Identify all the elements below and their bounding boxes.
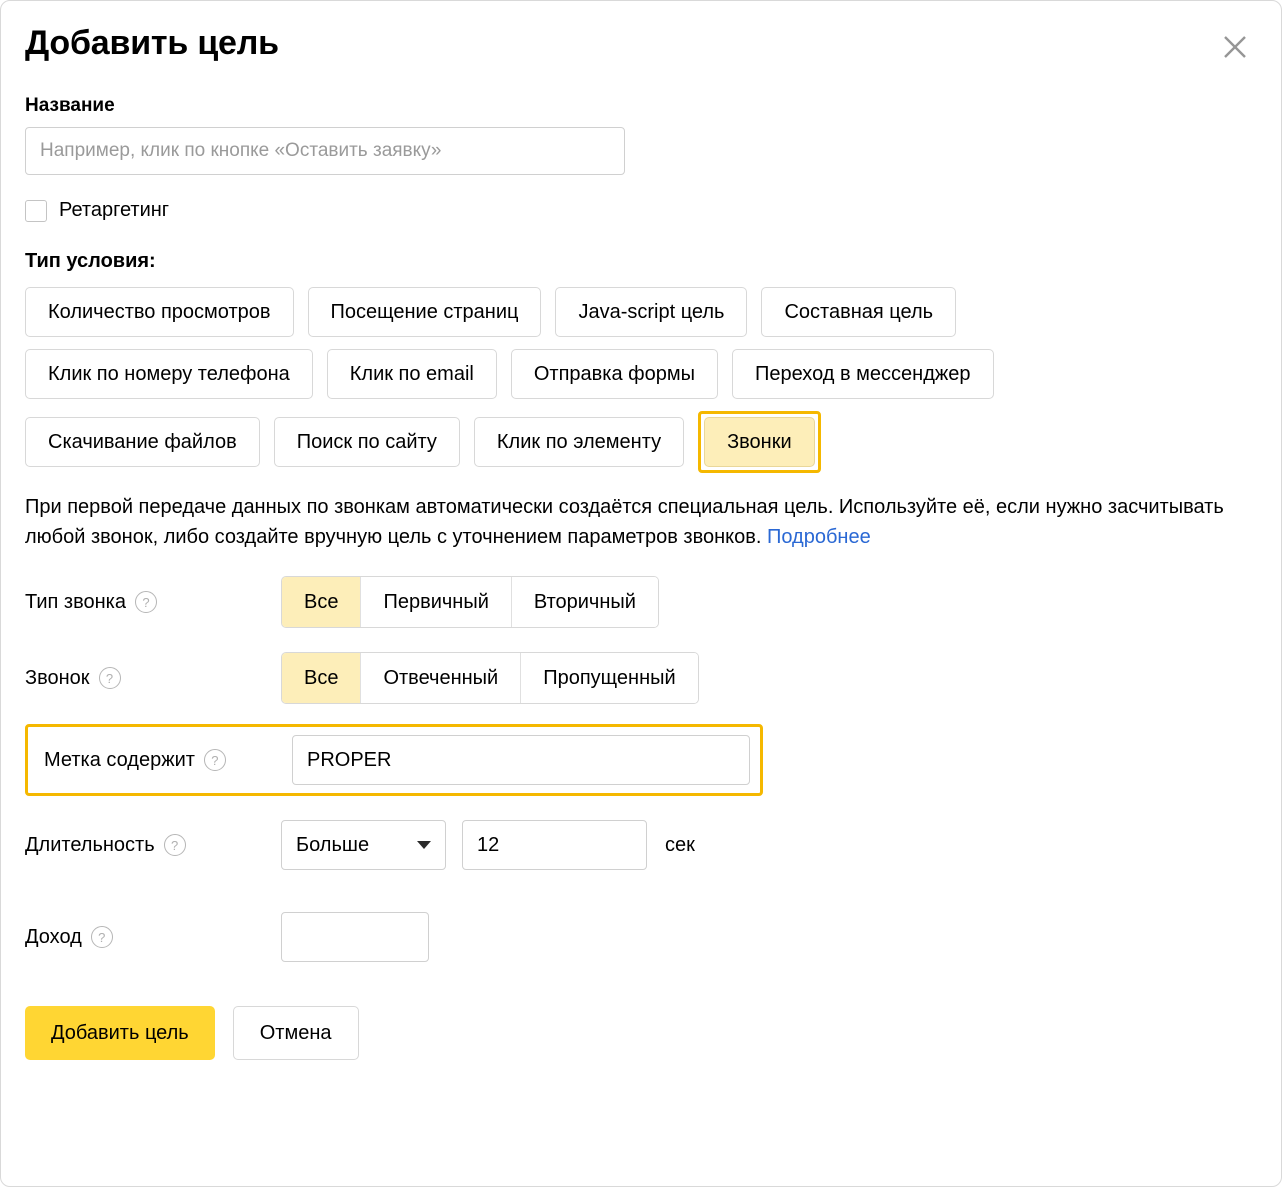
- call-type-row: [25, 576, 1257, 628]
- condition-chip-site-search[interactable]: Поиск по сайту: [274, 417, 460, 467]
- condition-chip-views[interactable]: Количество просмотров: [25, 287, 294, 337]
- help-icon[interactable]: ?: [135, 591, 157, 613]
- goal-name-input[interactable]: [25, 127, 625, 175]
- help-icon[interactable]: ?: [91, 926, 113, 948]
- call-type-option-all[interactable]: Все: [282, 577, 361, 627]
- condition-chip-calls[interactable]: Звонки: [704, 417, 815, 467]
- duration-value-input[interactable]: [462, 820, 647, 870]
- label-contains-label: Метка содержит: [44, 748, 195, 771]
- duration-unit-label: сек: [665, 833, 695, 856]
- call-status-row: [25, 652, 1257, 704]
- duration-comparator-value: Больше: [296, 833, 370, 856]
- label-contains-input[interactable]: [292, 735, 750, 785]
- condition-chip-messenger[interactable]: Переход в мессенджер: [732, 349, 994, 399]
- condition-chip-email-click[interactable]: Клик по email: [327, 349, 497, 399]
- condition-chip-file-download[interactable]: Скачивание файлов: [25, 417, 260, 467]
- help-icon[interactable]: ?: [204, 749, 226, 771]
- close-icon[interactable]: [1215, 27, 1255, 67]
- dialog-header: [25, 25, 1257, 67]
- cancel-button[interactable]: Отмена: [233, 1006, 359, 1060]
- call-type-label: Тип звонка: [25, 590, 126, 613]
- condition-chip-calls-highlight: [698, 411, 821, 473]
- call-status-segmented: [281, 652, 699, 704]
- income-label-group: [25, 926, 281, 949]
- call-type-segmented: [281, 576, 659, 628]
- condition-type-label: Тип условия:: [25, 250, 156, 272]
- condition-chip-element-click[interactable]: Клик по элементу: [474, 417, 684, 467]
- condition-chip-form-submit[interactable]: Отправка формы: [511, 349, 718, 399]
- retargeting-row: [25, 199, 1257, 222]
- income-row: [25, 912, 1257, 962]
- call-status-option-missed[interactable]: Пропущенный: [521, 653, 697, 703]
- duration-label: Длительность: [25, 833, 155, 856]
- condition-chip-pageviews[interactable]: Посещение страниц: [308, 287, 542, 337]
- name-field-label: Название: [25, 95, 115, 116]
- income-label: Доход: [25, 925, 82, 948]
- duration-label-group: [25, 834, 281, 857]
- label-contains-label-group: [44, 749, 292, 772]
- calls-description: [25, 493, 1257, 552]
- retargeting-checkbox[interactable]: [25, 200, 47, 222]
- condition-type-row-2: [25, 349, 1257, 399]
- condition-chip-javascript[interactable]: Java-script цель: [555, 287, 747, 337]
- call-type-option-primary[interactable]: Первичный: [361, 577, 511, 627]
- call-type-option-secondary[interactable]: Вторичный: [512, 577, 658, 627]
- call-status-label-group: [25, 667, 281, 690]
- chevron-down-icon: [417, 841, 431, 849]
- call-status-option-all[interactable]: Все: [282, 653, 361, 703]
- call-type-label-group: [25, 591, 281, 614]
- duration-row: [25, 820, 1257, 870]
- income-input[interactable]: [281, 912, 429, 962]
- label-contains-row: [25, 724, 763, 796]
- help-icon[interactable]: ?: [99, 667, 121, 689]
- call-status-option-answered[interactable]: Отвеченный: [361, 653, 521, 703]
- condition-chip-composite[interactable]: Составная цель: [761, 287, 956, 337]
- condition-type-row-3: [25, 411, 1257, 473]
- page-title: Добавить цель: [25, 24, 279, 62]
- call-status-label: Звонок: [25, 666, 90, 689]
- duration-comparator-select[interactable]: [281, 820, 446, 870]
- calls-description-text: При первой передаче данных по звонкам автоматически создаётся специальная цель. Используйте её, если нужно засчитывать любой звонок, либо создайте вручную цель с уточнением параметров звонков.: [25, 496, 1224, 548]
- condition-chip-phone-click[interactable]: Клик по номеру телефона: [25, 349, 313, 399]
- dialog-footer: [25, 1006, 1257, 1060]
- learn-more-link[interactable]: Подробнее: [766, 525, 871, 548]
- help-icon[interactable]: ?: [164, 834, 186, 856]
- add-goal-button[interactable]: Добавить цель: [25, 1006, 215, 1060]
- condition-type-row-1: [25, 287, 1257, 337]
- retargeting-label: Ретаргетинг: [59, 199, 170, 221]
